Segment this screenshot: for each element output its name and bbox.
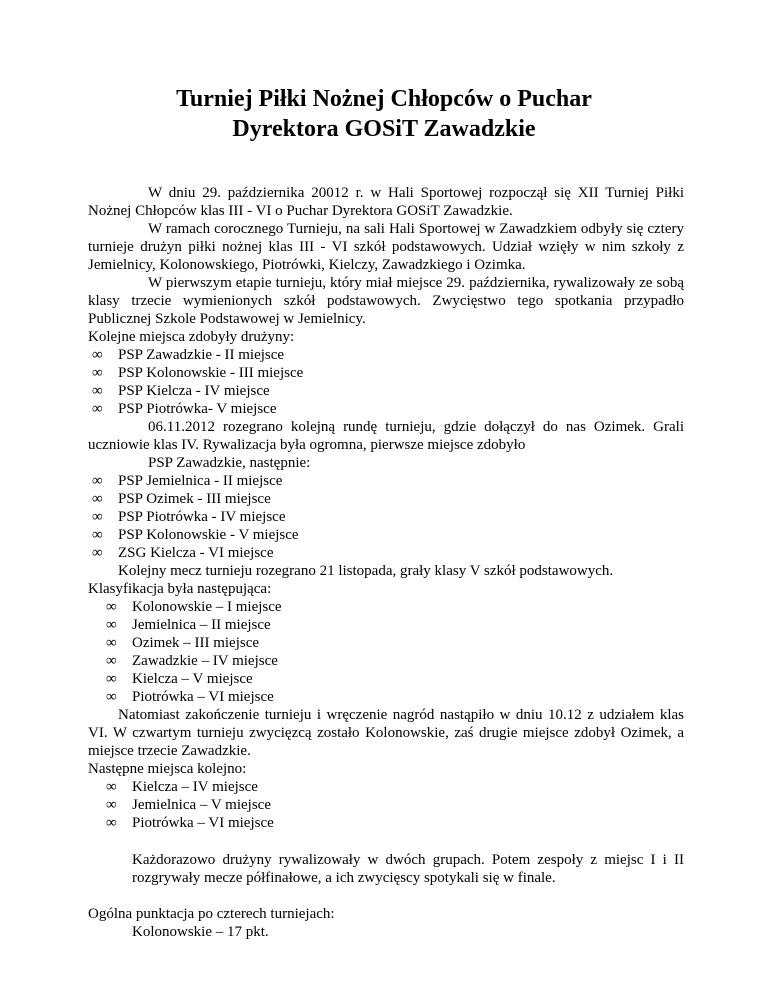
- paragraph-intro: W dniu 29. października 20012 r. w Hali Sportowej rozpoczął się XII Turniej Piłki Nożnej Chłopców klas III - VI o Puchar Dyrektora GOSiT Zawadzkie.: [88, 185, 684, 219]
- paragraph-next-places: Kolejne miejsca zdobyły drużyny:: [88, 329, 295, 345]
- infinity-bullet-icon: ∞: [92, 491, 103, 507]
- paragraph-third-round: Kolejny mecz turnieju rozegrano 21 listopada, grały klasy V szkół podstawowych.: [118, 563, 614, 579]
- infinity-bullet-icon: ∞: [92, 509, 103, 525]
- list-item: ∞ Zawadzkie – IV miejsce: [106, 653, 278, 669]
- paragraph-tournament-info: W ramach corocznego Turnieju, na sali Hali Sportowej w Zawadzkiem odbyły się cztery turnieje drużyn piłki nożnej klas III - VI szkół podstawowych. Udział wzięły w nim szkoły z Jemielnicy, Kolonowskiego, Piotrówki, Kielczy, Zawadzkiego i Ozimka.: [88, 221, 684, 273]
- results-list-class-6: [88, 778, 684, 832]
- paragraph-groups: Każdorazowo drużyny rywalizowały w dwóch grupach. Potem zespoły z miejsc I i II rozgrywały mecze półfinałowe, a ich zwycięscy spotykali się w finale.: [132, 852, 684, 886]
- paragraph-next-places-final: Następne miejsca kolejno:: [88, 761, 247, 777]
- infinity-bullet-icon: ∞: [106, 815, 117, 831]
- paragraph-second-round: 06.11.2012 rozegrano kolejną rundę turnieju, gdzie dołączył do nas Ozimek. Grali uczniowie klas IV. Rywalizacja była ogromna, pierwsze miejsce zdobyło PSP Zawadzkie, następnie:: [88, 419, 684, 471]
- list-item: ∞ Piotrówka – VI miejsce: [106, 815, 274, 831]
- infinity-bullet-icon: ∞: [92, 527, 103, 543]
- results-list-class-4: [88, 472, 684, 562]
- list-item: ∞ Kielcza – V miejsce: [106, 671, 253, 687]
- list-item: ∞ PSP Kolonowskie - V miejsce: [92, 527, 299, 543]
- infinity-bullet-icon: ∞: [92, 347, 103, 363]
- infinity-bullet-icon: ∞: [106, 779, 117, 795]
- title-line-2: Dyrektora GOSiT Zawadzkie: [232, 116, 536, 142]
- paragraph-overall-score: Ogólna punktacja po czterech turniejach:: [88, 906, 335, 922]
- title-line-1: Turniej Piłki Nożnej Chłopców o Puchar: [176, 86, 592, 112]
- infinity-bullet-icon: ∞: [106, 797, 117, 813]
- infinity-bullet-icon: ∞: [92, 365, 103, 381]
- list-item: ∞ Jemielnica – V miejsce: [106, 797, 271, 813]
- list-item: ∞ PSP Piotrówka- V miejsce: [92, 401, 277, 417]
- results-list-class-5: [88, 598, 684, 706]
- infinity-bullet-icon: ∞: [92, 383, 103, 399]
- paragraph-final-round: Natomiast zakończenie turnieju i wręczenie nagród nastąpiło w dniu 10.12 z udziałem klas VI. W czwartym turnieju zwycięzcą zostało Kolonowskie, zaś drugie miejsce zdobył Ozimek, a miejsce trzecie Zawadzkie.: [88, 707, 684, 759]
- infinity-bullet-icon: ∞: [92, 401, 103, 417]
- list-item: ∞ Jemielnica – II miejsce: [106, 617, 271, 633]
- infinity-bullet-icon: ∞: [106, 689, 117, 705]
- list-item: ∞ PSP Zawadzkie - II miejsce: [92, 347, 285, 363]
- list-item: ∞ PSP Kielcza - IV miejsce: [92, 383, 270, 399]
- infinity-bullet-icon: ∞: [106, 617, 117, 633]
- score-line: Kolonowskie – 17 pkt.: [132, 924, 269, 940]
- list-item: ∞ Kolonowskie – I miejsce: [106, 599, 282, 615]
- list-item: ∞ PSP Kolonowskie - III miejsce: [92, 365, 304, 381]
- infinity-bullet-icon: ∞: [92, 473, 103, 489]
- infinity-bullet-icon: ∞: [106, 653, 117, 669]
- list-item: ∞ PSP Ozimek - III miejsce: [92, 491, 271, 507]
- list-item: ∞ PSP Piotrówka - IV miejsce: [92, 509, 286, 525]
- infinity-bullet-icon: ∞: [106, 635, 117, 651]
- paragraph-classification: Klasyfikacja była następująca:: [88, 581, 272, 597]
- list-item: ∞ PSP Jemielnica - II miejsce: [92, 473, 283, 489]
- infinity-bullet-icon: ∞: [106, 599, 117, 615]
- list-item: ∞ Ozimek – III miejsce: [106, 635, 260, 651]
- list-item: ∞ Kielcza – IV miejsce: [106, 779, 258, 795]
- results-list-class-3: [88, 346, 684, 418]
- infinity-bullet-icon: ∞: [106, 671, 117, 687]
- paragraph-first-stage: W pierwszym etapie turnieju, który miał miejsce 29. października, rywalizowały ze sobą klasy trzecie wymienionych szkół podstawowych. Zwycięstwo tego spotkania przypadło Publicznej Szkole Podstawowej w Jemielnicy.: [88, 275, 684, 327]
- infinity-bullet-icon: ∞: [92, 545, 103, 561]
- list-item: ∞ ZSG Kielcza - VI miejsce: [92, 545, 274, 561]
- document-body: [88, 184, 684, 941]
- list-item: ∞ Piotrówka – VI miejsce: [106, 689, 274, 705]
